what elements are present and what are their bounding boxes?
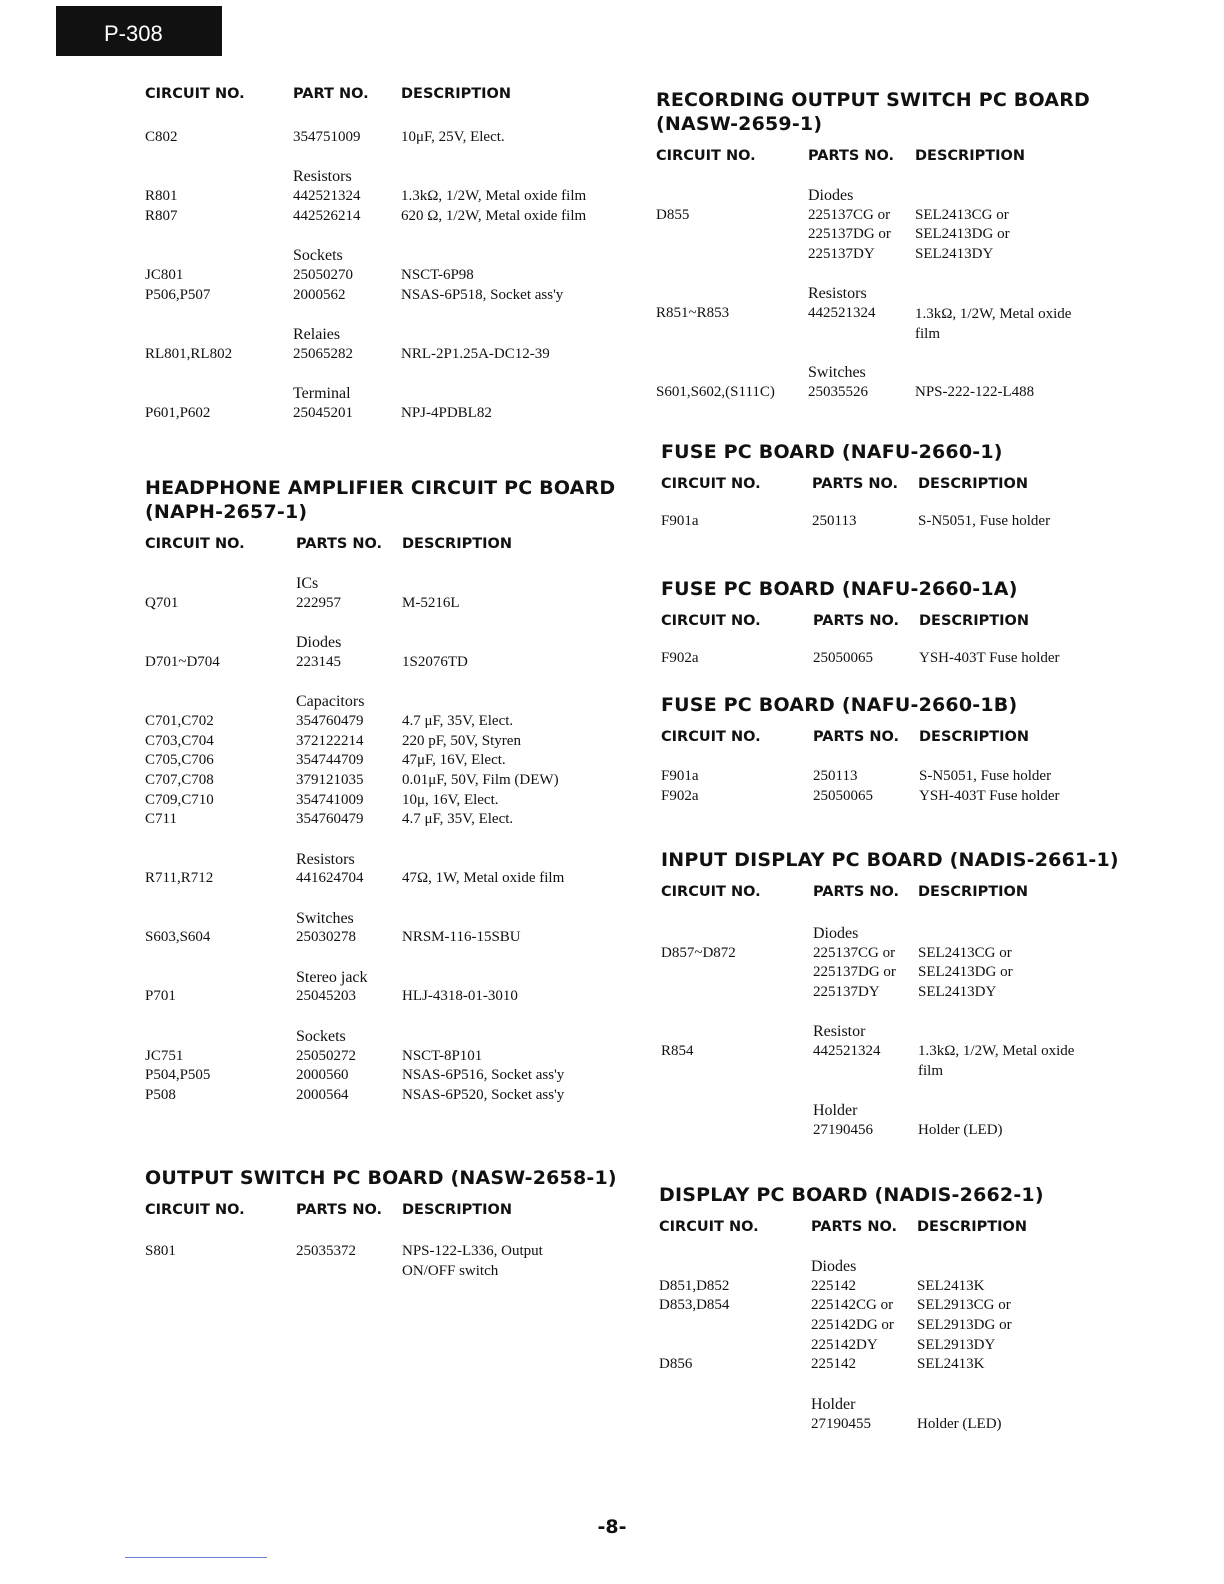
part-no: 250113 [812, 513, 857, 529]
part-no: 225142DG or [811, 1317, 894, 1334]
description: 47μF, 16V, Elect. [402, 752, 506, 769]
table-row [145, 1262, 665, 1282]
description: NSAS-6P520, Socket ass'y [402, 1086, 565, 1103]
table-row [661, 1062, 1181, 1082]
description: SEL2413DG or [915, 226, 1010, 243]
part-no: ICs [296, 575, 319, 592]
resistor-desc-line: film [915, 326, 940, 342]
part-no: Capacitors [296, 693, 365, 711]
column-header: CIRCUIT NO. [145, 1202, 245, 1218]
part-no: 25045203 [296, 988, 356, 1005]
part-no: 354751009 [293, 129, 361, 145]
part-no: 354760479 [296, 811, 364, 828]
circuit-no: P508 [145, 1086, 176, 1103]
table-row [145, 613, 665, 633]
table-row [145, 1007, 665, 1027]
column-headers [145, 86, 665, 106]
table-row [145, 672, 665, 692]
section-s8 [661, 848, 1181, 1141]
part-no: 354760479 [296, 712, 364, 729]
description: SEL2413CG or [915, 206, 1009, 223]
section-title: DISPLAY PC BOARD (NADIS-2662-1) [659, 1184, 1044, 1206]
section-title: (NASW-2659-1) [656, 113, 823, 135]
circuit-no: S603,S604 [145, 929, 211, 946]
circuit-no: S801 [145, 1243, 176, 1259]
circuit-no: C703,C704 [145, 732, 214, 749]
table-row [145, 1086, 665, 1106]
part-no: 441624704 [296, 870, 364, 887]
part-no: 223145 [296, 653, 341, 670]
column-headers [145, 1202, 665, 1222]
column-header: DESCRIPTION [919, 729, 1029, 745]
description: SEL2413DY [915, 246, 994, 263]
circuit-no: D701~D704 [145, 653, 220, 670]
description: NPS-222-122-L488 [915, 383, 1035, 400]
column-headers [661, 884, 1181, 904]
table-row [656, 344, 1176, 364]
part-no: 225137DG or [813, 964, 896, 981]
circuit-no: F902a [661, 787, 699, 804]
part-no: 27190456 [813, 1121, 873, 1138]
section-title: FUSE PC BOARD (NAFU-2660-1A) [661, 578, 1018, 600]
circuit-no: C711 [145, 811, 177, 828]
table-row [656, 206, 1176, 226]
part-no: 379121035 [296, 771, 364, 788]
part-no: Sockets [296, 1027, 346, 1045]
part-no: Diodes [813, 925, 859, 942]
part-no: Holder [811, 1395, 856, 1413]
table-row [145, 226, 665, 246]
description: HLJ-4318-01-3010 [402, 988, 518, 1005]
table-row [659, 1395, 1179, 1415]
description: 1S2076TD [402, 653, 468, 670]
table-row [145, 987, 665, 1007]
column-header: DESCRIPTION [919, 613, 1029, 629]
circuit-no: S601,S602,(S111C) [656, 383, 775, 400]
section-s5 [661, 440, 1181, 532]
column-header: PARTS NO. [812, 476, 899, 492]
part-no: 25030278 [296, 929, 356, 946]
section-s9 [659, 1183, 1179, 1434]
page-tag: P-308 [56, 6, 222, 56]
table-row [145, 187, 665, 207]
table-row [145, 246, 665, 266]
table-row [659, 1375, 1179, 1395]
table-row [145, 325, 665, 345]
part-no: 225137CG or [813, 944, 896, 961]
column-header: PARTS NO. [808, 148, 895, 164]
description: SEL2413DG or [918, 964, 1013, 981]
circuit-no: F902a [661, 650, 699, 666]
table-row [145, 909, 665, 929]
section-s4 [656, 88, 1176, 403]
description: ON/OFF switch [402, 1262, 499, 1279]
table-row [145, 850, 665, 870]
description: NPJ-4PDBL82 [401, 404, 492, 421]
description: NSCT-6P98 [401, 266, 474, 283]
part-no: Holder [813, 1102, 858, 1120]
description: 0.01μF, 50V, Film (DEW) [402, 771, 559, 788]
column-header: DESCRIPTION [918, 476, 1028, 492]
circuit-no: C705,C706 [145, 752, 214, 769]
section-s1 [145, 86, 665, 423]
column-header: DESCRIPTION [401, 86, 511, 102]
table-row [659, 1277, 1179, 1297]
column-header: CIRCUIT NO. [661, 729, 761, 745]
description: S-N5051, Fuse holder [918, 513, 1051, 529]
part-no: Resistors [296, 850, 355, 868]
table-row [145, 810, 665, 830]
description: NRL-2P1.25A-DC12-39 [401, 345, 550, 362]
column-header: CIRCUIT NO. [661, 476, 761, 492]
circuit-no: P504,P505 [145, 1067, 211, 1084]
part-no: 27190455 [811, 1415, 871, 1432]
table-row [661, 924, 1181, 944]
part-no: Terminal [293, 384, 351, 402]
description: NPS-122-L336, Output [402, 1243, 543, 1259]
table-row [661, 1003, 1181, 1023]
circuit-no: Q701 [145, 594, 179, 611]
page-number: -8- [597, 1516, 627, 1538]
part-no: 225137CG or [808, 206, 891, 223]
description: 10μF, 25V, Elect. [401, 129, 505, 145]
table-row [145, 928, 665, 948]
part-no: Diodes [296, 634, 342, 652]
table-row [661, 787, 1181, 807]
part-no: 442521324 [808, 305, 876, 322]
section-title: HEADPHONE AMPLIFIER CIRCUIT PC BOARD [145, 477, 616, 499]
part-no: 354741009 [296, 791, 364, 808]
circuit-no: R807 [145, 207, 178, 224]
table-row [656, 186, 1176, 206]
column-header: DESCRIPTION [917, 1219, 1027, 1235]
part-no: 225137DY [813, 984, 880, 1001]
table-row [656, 265, 1176, 285]
table-row [145, 384, 665, 404]
part-no: 225142CG or [811, 1297, 894, 1314]
table-row [145, 1047, 665, 1067]
table-row [145, 712, 665, 732]
table-row [659, 1415, 1179, 1435]
part-no: Resistor [813, 1023, 866, 1041]
section-title: INPUT DISPLAY PC BOARD (NADIS-2661-1) [661, 849, 1119, 871]
table-row [661, 1121, 1181, 1141]
circuit-no: C707,C708 [145, 771, 214, 788]
table-row [145, 771, 665, 791]
divider [125, 1557, 267, 1558]
table-row [656, 245, 1176, 265]
table-row [145, 594, 665, 614]
description: 620 Ω, 1/2W, Metal oxide film [401, 207, 587, 224]
part-no: Relaies [293, 325, 341, 343]
table-row [145, 266, 665, 286]
column-headers [656, 148, 1176, 168]
section-title: FUSE PC BOARD (NAFU-2660-1) [661, 441, 1003, 463]
circuit-no: D855 [656, 206, 690, 223]
part-no: Sockets [293, 247, 343, 265]
table-row [661, 1022, 1181, 1042]
circuit-no: R854 [661, 1043, 694, 1060]
table-row [145, 345, 665, 365]
part-no: 354744709 [296, 752, 364, 769]
table-row [145, 653, 665, 673]
table-row [145, 1242, 665, 1262]
table-row [661, 944, 1181, 964]
part-no: 25050065 [813, 787, 873, 804]
table-row [145, 633, 665, 653]
column-header: DESCRIPTION [915, 148, 1025, 164]
column-header: CIRCUIT NO. [145, 536, 245, 552]
description: NSAS-6P518, Socket ass'y [401, 286, 564, 303]
column-headers [659, 1219, 1179, 1239]
part-no: 442526214 [293, 207, 361, 224]
description: S-N5051, Fuse holder [919, 768, 1052, 784]
resistor-desc-extra [915, 304, 1071, 344]
table-row [145, 207, 665, 227]
column-header: DESCRIPTION [402, 536, 512, 552]
table-row [659, 1316, 1179, 1336]
column-header: PARTS NO. [813, 729, 900, 745]
section-s6 [661, 577, 1181, 669]
table-row [661, 983, 1181, 1003]
description: 4.7 μF, 35V, Elect. [402, 712, 514, 729]
column-header: DESCRIPTION [918, 884, 1028, 900]
table-row [145, 732, 665, 752]
circuit-no: R801 [145, 188, 178, 205]
table-row [661, 512, 1181, 532]
table-row [145, 128, 665, 148]
circuit-no: R711,R712 [145, 870, 214, 887]
description: SEL2413K [917, 1277, 985, 1294]
table-row [661, 1101, 1181, 1121]
circuit-no: RL801,RL802 [145, 345, 233, 362]
table-row [659, 1296, 1179, 1316]
circuit-no: JC801 [145, 266, 184, 283]
column-headers [145, 536, 665, 556]
table-row [145, 830, 665, 850]
part-no: 25065282 [293, 345, 353, 362]
section-title: RECORDING OUTPUT SWITCH PC BOARD [656, 89, 1091, 111]
column-header: CIRCUIT NO. [661, 884, 761, 900]
description: 4.7 μF, 35V, Elect. [402, 811, 514, 828]
description: YSH-403T Fuse holder [919, 787, 1060, 804]
circuit-no: D856 [659, 1356, 693, 1373]
circuit-no: JC751 [145, 1047, 184, 1064]
table-row [659, 1355, 1179, 1375]
column-header: CIRCUIT NO. [145, 86, 245, 102]
part-no: 225142 [811, 1277, 856, 1294]
table-row [661, 963, 1181, 983]
part-no: 25050272 [296, 1047, 356, 1064]
table-row [145, 948, 665, 968]
table-row [145, 364, 665, 384]
table-row [661, 649, 1181, 669]
part-no: Diodes [811, 1258, 857, 1275]
description: Holder (LED) [917, 1415, 1002, 1432]
circuit-no: P506,P507 [145, 286, 211, 303]
circuit-no: F901a [661, 513, 699, 529]
table-row [661, 767, 1181, 787]
table-row [661, 1042, 1181, 1062]
part-no: 25035526 [808, 383, 868, 400]
table-row [659, 1336, 1179, 1356]
part-no: 25035372 [296, 1243, 356, 1259]
table-row [145, 286, 665, 306]
description: SEL2413CG or [918, 944, 1012, 961]
table-row [145, 167, 665, 187]
table-row [145, 1066, 665, 1086]
description: NRSM-116-15SBU [402, 929, 521, 946]
description: 47Ω, 1W, Metal oxide film [402, 870, 565, 887]
description: SEL2413K [917, 1356, 985, 1373]
description: SEL2913DG or [917, 1317, 1012, 1334]
table-row [656, 383, 1176, 403]
part-no: 372122214 [296, 732, 364, 749]
description: M-5216L [402, 594, 460, 611]
description: SEL2913CG or [917, 1297, 1011, 1314]
description: SEL2413DY [918, 984, 997, 1001]
circuit-no: D857~D872 [661, 944, 736, 961]
column-header: CIRCUIT NO. [656, 148, 756, 164]
part-no: Resistors [293, 168, 352, 186]
part-no: 25045201 [293, 404, 353, 421]
table-row [656, 363, 1176, 383]
circuit-no: P701 [145, 988, 176, 1005]
part-no: 2000560 [296, 1067, 349, 1084]
circuit-no: R851~R853 [656, 305, 730, 322]
part-no: 25050065 [813, 650, 873, 666]
column-headers [661, 613, 1181, 633]
description: film [918, 1062, 943, 1079]
circuit-no: D853,D854 [659, 1297, 730, 1314]
part-no: 222957 [296, 594, 341, 611]
description: YSH-403T Fuse holder [919, 650, 1060, 666]
table-row [145, 574, 665, 594]
description: NSCT-8P101 [402, 1047, 483, 1064]
circuit-no: F901a [661, 768, 699, 784]
column-header: CIRCUIT NO. [659, 1219, 759, 1235]
circuit-no: C802 [145, 129, 178, 145]
section-s3 [145, 1166, 665, 1281]
description: NSAS-6P516, Socket ass'y [402, 1067, 565, 1084]
resistor-desc-line: 1.3kΩ, 1/2W, Metal oxide [915, 306, 1072, 322]
circuit-no: D851,D852 [659, 1277, 730, 1294]
part-no: 442521324 [813, 1043, 881, 1060]
table-row [145, 305, 665, 325]
table-row [145, 751, 665, 771]
table-row [656, 284, 1176, 304]
table-row [145, 1027, 665, 1047]
table-row [145, 148, 665, 168]
part-no: 2000564 [296, 1086, 349, 1103]
column-header: PARTS NO. [813, 613, 900, 629]
column-headers [661, 729, 1181, 749]
section-s2 [145, 476, 665, 1106]
description: Holder (LED) [918, 1121, 1003, 1138]
part-no: 2000562 [293, 286, 346, 303]
part-no: 225142DY [811, 1336, 878, 1353]
table-row [145, 791, 665, 811]
part-no: Resistors [808, 285, 867, 303]
part-no: 225137DG or [808, 226, 891, 243]
description: 1.3kΩ, 1/2W, Metal oxide [918, 1043, 1075, 1060]
part-no: 250113 [813, 768, 858, 784]
circuit-no: P601,P602 [145, 404, 211, 421]
description: SEL2913DY [917, 1336, 996, 1353]
part-no: Diodes [808, 187, 854, 204]
circuit-no: C709,C710 [145, 791, 214, 808]
description: 10μ, 16V, Elect. [402, 791, 499, 808]
circuit-no: C701,C702 [145, 712, 214, 729]
section-title: FUSE PC BOARD (NAFU-2660-1B) [661, 694, 1018, 716]
table-row [661, 1082, 1181, 1102]
column-header: PART NO. [293, 86, 369, 102]
part-no: Stereo jack [296, 968, 368, 986]
column-header: CIRCUIT NO. [661, 613, 761, 629]
section-title: OUTPUT SWITCH PC BOARD (NASW-2658-1) [145, 1167, 617, 1189]
table-row [145, 692, 665, 712]
column-header: PARTS NO. [296, 536, 383, 552]
part-no: 442521324 [293, 188, 361, 205]
section-s7 [661, 693, 1181, 806]
column-headers [661, 476, 1181, 496]
table-row [659, 1257, 1179, 1277]
description: 220 pF, 50V, Styren [402, 732, 521, 749]
table-row [145, 869, 665, 889]
table-row [145, 404, 665, 424]
part-no: 25050270 [293, 266, 353, 283]
column-header: PARTS NO. [296, 1202, 383, 1218]
table-row [656, 225, 1176, 245]
part-no: 225142 [811, 1356, 856, 1373]
column-header: DESCRIPTION [402, 1202, 512, 1218]
description: 1.3kΩ, 1/2W, Metal oxide film [401, 188, 587, 205]
column-header: PARTS NO. [813, 884, 900, 900]
table-row [145, 889, 665, 909]
part-no: 225137DY [808, 246, 875, 263]
table-row [145, 968, 665, 988]
part-no: Switches [296, 909, 354, 927]
part-no: Switches [808, 364, 866, 382]
column-header: PARTS NO. [811, 1219, 898, 1235]
section-title: (NAPH-2657-1) [145, 501, 308, 523]
